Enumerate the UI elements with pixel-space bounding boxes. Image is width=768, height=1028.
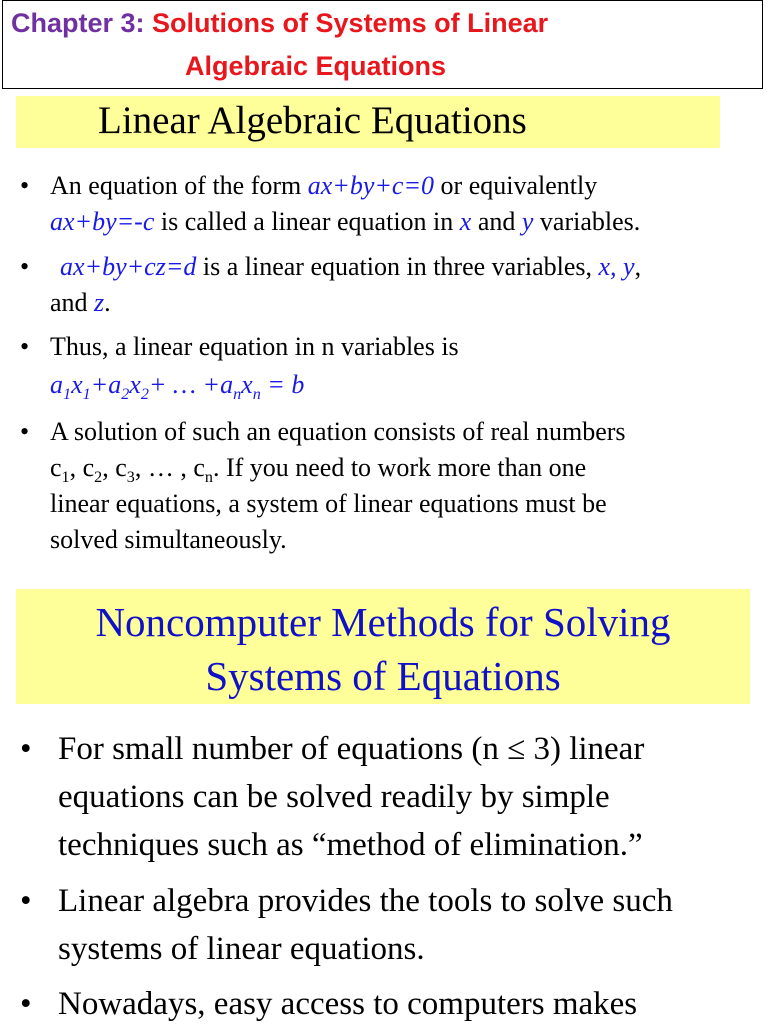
bullet-line: Thus, a linear equation in n variables is — [50, 332, 459, 361]
bullet-glyph: • — [20, 332, 30, 361]
bullet-glyph: • — [20, 986, 32, 1022]
text-run: x — [129, 370, 141, 399]
subscript: 1 — [82, 386, 91, 404]
subscript: 3 — [126, 469, 135, 487]
text-run: . If you need to work more than one — [212, 453, 587, 482]
text-run: +a — [90, 370, 122, 399]
text-run: and — [471, 207, 522, 236]
text-run: , … , c — [134, 453, 205, 482]
bullet-line: Linear algebra provides the tools to solve such — [58, 883, 673, 919]
bullet-glyph: • — [20, 252, 30, 281]
chapter-header — [2, 0, 763, 89]
bullet-glyph: • — [20, 731, 32, 767]
section-title-band — [16, 96, 720, 148]
chapter-title-line2: Algebraic Equations — [185, 51, 447, 81]
text-run: . — [104, 288, 111, 317]
chapter-title-line1: Solutions of Systems of Linear — [152, 8, 549, 38]
text-run: + … +a — [148, 370, 234, 399]
bullet-line: equations can be solved readily by simple — [58, 779, 610, 815]
subscript: n — [233, 386, 242, 404]
text-run: is a linear equation in three variables, — [196, 252, 599, 281]
text-run: x — [71, 370, 83, 399]
text-run: An equation of the form — [50, 171, 308, 200]
text-run: , c — [69, 453, 95, 482]
bullet-line — [50, 204, 765, 240]
variable-x: x — [459, 207, 472, 236]
text-run: c — [50, 453, 62, 482]
bullet-line — [50, 285, 765, 321]
variable-y: y — [521, 207, 534, 236]
text-run: x — [241, 370, 253, 399]
equation-inline: ax+by+cz=d — [60, 252, 197, 281]
section-title-linear-algebraic-equations: Linear Algebraic Equations — [98, 99, 527, 142]
general-linear-equation — [50, 367, 765, 403]
bullet-line — [60, 249, 768, 285]
text-run: , — [634, 252, 642, 281]
text-run: = b — [260, 370, 305, 399]
section-title-band — [16, 589, 750, 704]
bullet-line: For small number of equations (n ≤ 3) linear — [58, 731, 645, 767]
bullet-glyph: • — [20, 883, 32, 919]
bullet-line: solved simultaneously. — [50, 525, 287, 554]
bullet-line — [50, 168, 765, 204]
variables-x-y: x, y — [598, 252, 635, 281]
section-title-line2: Systems of Equations — [205, 653, 561, 699]
equation-inline: ax+by+c=0 — [307, 171, 435, 200]
bullet-line: A solution of such an equation consists of real numbers — [50, 417, 626, 446]
variable-z: z — [94, 288, 105, 317]
bullet-line: techniques such as “method of elimination.” — [58, 827, 643, 863]
bullet-glyph: • — [20, 417, 30, 446]
bullet-glyph: • — [20, 171, 30, 200]
text-run: , c — [102, 453, 127, 482]
subscript: n — [252, 386, 261, 404]
subscript: 1 — [63, 386, 72, 404]
chapter-label: Chapter 3: — [11, 8, 145, 38]
section-title-line1: Noncomputer Methods for Solving — [95, 599, 671, 645]
text-run: a — [50, 370, 63, 399]
text-run: is called a linear equation in — [154, 207, 460, 236]
bullet-line: systems of linear equations. — [58, 931, 425, 967]
subscript: 2 — [121, 386, 130, 404]
equation-inline: ax+by=-c — [50, 207, 155, 236]
chapter-header-line1 — [11, 7, 548, 39]
section-title-noncomputer-methods — [16, 595, 750, 703]
subscript: n — [204, 469, 213, 487]
bullet-line: Nowadays, easy access to computers makes — [58, 986, 638, 1022]
text-run: variables. — [533, 207, 641, 236]
bullet-line — [50, 450, 765, 486]
text-run: and — [50, 288, 95, 317]
text-run: or equivalently — [434, 171, 598, 200]
subscript: 2 — [140, 386, 149, 404]
subscript: 1 — [61, 469, 70, 487]
subscript: 2 — [94, 469, 103, 487]
bullet-line: linear equations, a system of linear equations must be — [50, 489, 607, 518]
